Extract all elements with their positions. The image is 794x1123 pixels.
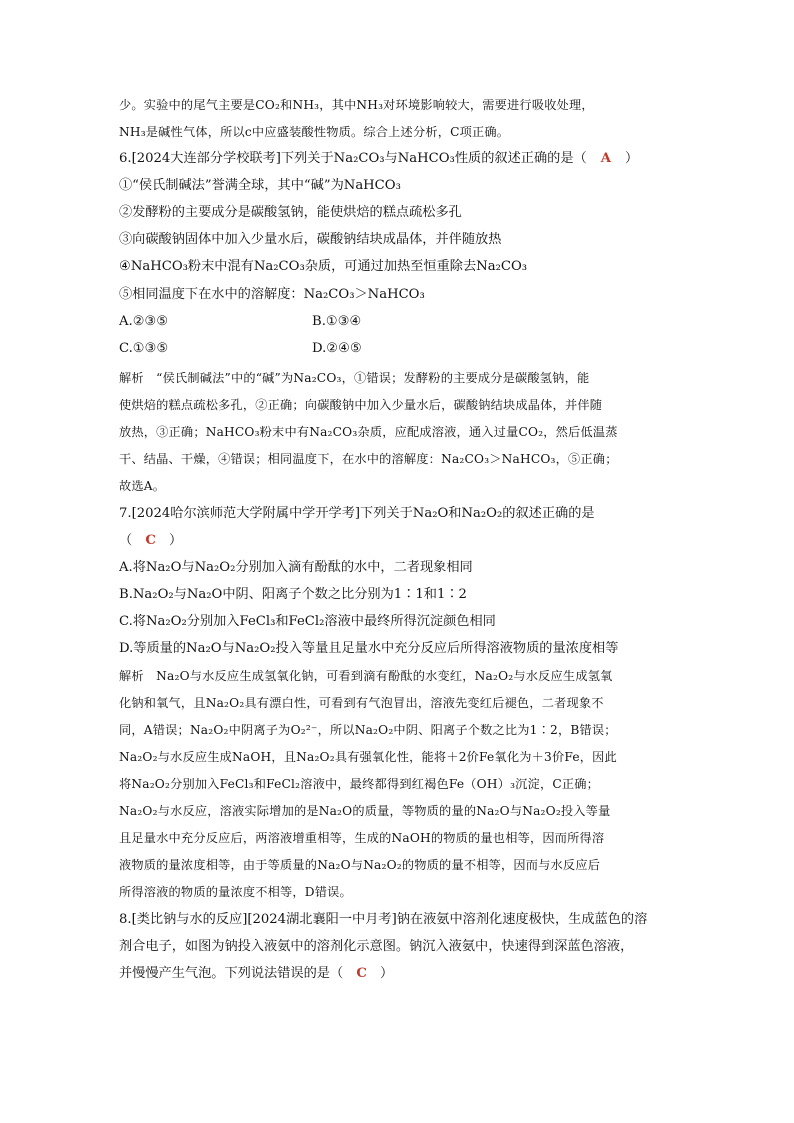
answer-mark: C — [356, 966, 367, 981]
statement-item: ②发酵粉的主要成分是碳酸氢钠，能使烘焙的糕点疏松多孔 — [119, 205, 462, 220]
option-b: B.Na₂O₂与Na₂O中阴、阳离子个数之比分别为1∶1和1∶2 — [119, 587, 467, 602]
option-b: B.①③④ — [312, 314, 362, 329]
option-c: C.①③⑤ — [119, 341, 169, 356]
question-7-stem: 7.[2024哈尔滨师范大学附属中学开学考]下列关于Na₂O和Na₂O₂的叙述正确的是 — [119, 506, 595, 521]
explanation-line: Na₂O₂与水反应生成NaOH，且Na₂O₂具有强氧化性，能将＋2价Fe氧化为＋3价Fe，因此 — [119, 750, 617, 764]
answer-mark: C — [145, 533, 156, 548]
option-a: A.②③⑤ — [119, 314, 169, 329]
option-row — [119, 340, 362, 358]
question-6-stem: 6.[2024大连部分学校联考]下列关于Na₂CO₃与NaHCO₃性质的叙述正确的是（ A ） — [119, 151, 639, 166]
explanation-line: 故选A。 — [119, 479, 166, 493]
question-8-stem: 并慢慢产生气泡。下列说法错误的是（ C ） — [119, 966, 394, 981]
explanation-line: 液物质的量浓度相等，由于等质量的Na₂O与Na₂O₂的物质的量不相等，因而与水反应后 — [119, 858, 601, 872]
question-8-stem: 8.[类比钠与水的反应][2024湖北襄阳一中月考]钠在液氨中溶剂化速度极快，生成蓝色的溶 — [119, 912, 648, 927]
explanation-line: 化钠和氧气，且Na₂O₂具有漂白性，可看到有气泡冒出，溶液先变红后褪色，二者现象不 — [119, 696, 604, 710]
explanation-line: 解析 “侯氏制碱法”中的“碱”为Na₂CO₃，①错误；发酵粉的主要成分是碳酸氢钠，能 — [119, 371, 590, 385]
explanation-line: 解析 Na₂O与水反应生成氢氧化钠，可看到滴有酚酞的水变红，Na₂O₂与水反应生成氢氧 — [119, 669, 613, 683]
question-8-stem: 剂合电子，如图为钠投入液氨中的溶剂化示意图。钠沉入液氨中，快速得到深蓝色溶液， — [119, 939, 634, 954]
explanation-line: 少。实验中的尾气主要是CO₂和NH₃，其中NH₃对环境影响较大，需要进行吸收处理， — [119, 98, 594, 112]
explanation-line: NH₃是碱性气体，所以c中应盛装酸性物质。综合上述分析，C项正确。 — [119, 125, 510, 139]
statement-item: ③向碳酸钠固体中加入少量水后，碳酸钠结块成晶体，并伴随放热 — [119, 232, 502, 247]
explanation-line: 所得溶液的物质的量浓度不相等，D错误。 — [119, 885, 352, 899]
answer-mark: A — [600, 151, 611, 166]
statement-item: ④NaHCO₃粉末中混有Na₂CO₃杂质，可通过加热至恒重除去Na₂CO₃ — [119, 259, 528, 274]
option-d: D.等质量的Na₂O与Na₂O₂投入等量且足量水中充分反应后所得溶液物质的量浓度相等 — [119, 641, 619, 656]
explanation-line: 放热，③正确；NaHCO₃粉末中有Na₂CO₃杂质，应配成溶液，通入过量CO₂，然后低温蒸 — [119, 425, 618, 439]
explanation-line: 使烘焙的糕点疏松多孔，②正确；向碳酸钠中加入少量水后，碳酸钠结块成晶体，并伴随 — [119, 398, 603, 412]
option-a: A.将Na₂O与Na₂O₂分别加入滴有酚酞的水中，二者现象相同 — [119, 560, 473, 575]
explanation-line: 且足量水中充分反应后，两溶液增重相等，生成的NaOH的物质的量也相等，因而所得溶 — [119, 831, 605, 845]
statement-item: ①“侯氏制碱法”誉满全球，其中“碱”为NaHCO₃ — [119, 178, 401, 193]
explanation-line: Na₂O₂与水反应，溶液实际增加的是Na₂O的质量，等物质的量的Na₂O与Na₂O₂投入等量 — [119, 804, 611, 818]
option-d: D.②④⑤ — [312, 341, 362, 356]
option-row — [119, 313, 362, 331]
explanation-line: 将Na₂O₂分别加入FeCl₃和FeCl₂溶液中，最终都得到红褐色Fe（OH）₃沉淀，C正确； — [119, 777, 600, 791]
statement-item: ⑤相同温度下在水中的溶解度：Na₂CO₃＞NaHCO₃ — [119, 287, 425, 302]
explanation-line: 干、结晶、干燥，④错误；相同温度下，在水中的溶解度：Na₂CO₃＞NaHCO₃，⑤正确； — [119, 452, 618, 466]
explanation-line: 同，A错误；Na₂O₂中阴离子为O₂²⁻，所以Na₂O₂中阴、阳离子个数之比为1∶2，B错误； — [119, 723, 617, 737]
option-c: C.将Na₂O₂分别加入FeCl₃和FeCl₂溶液中最终所得沉淀颜色相同 — [119, 614, 496, 629]
question-7-answer: （ C ） — [119, 533, 183, 548]
